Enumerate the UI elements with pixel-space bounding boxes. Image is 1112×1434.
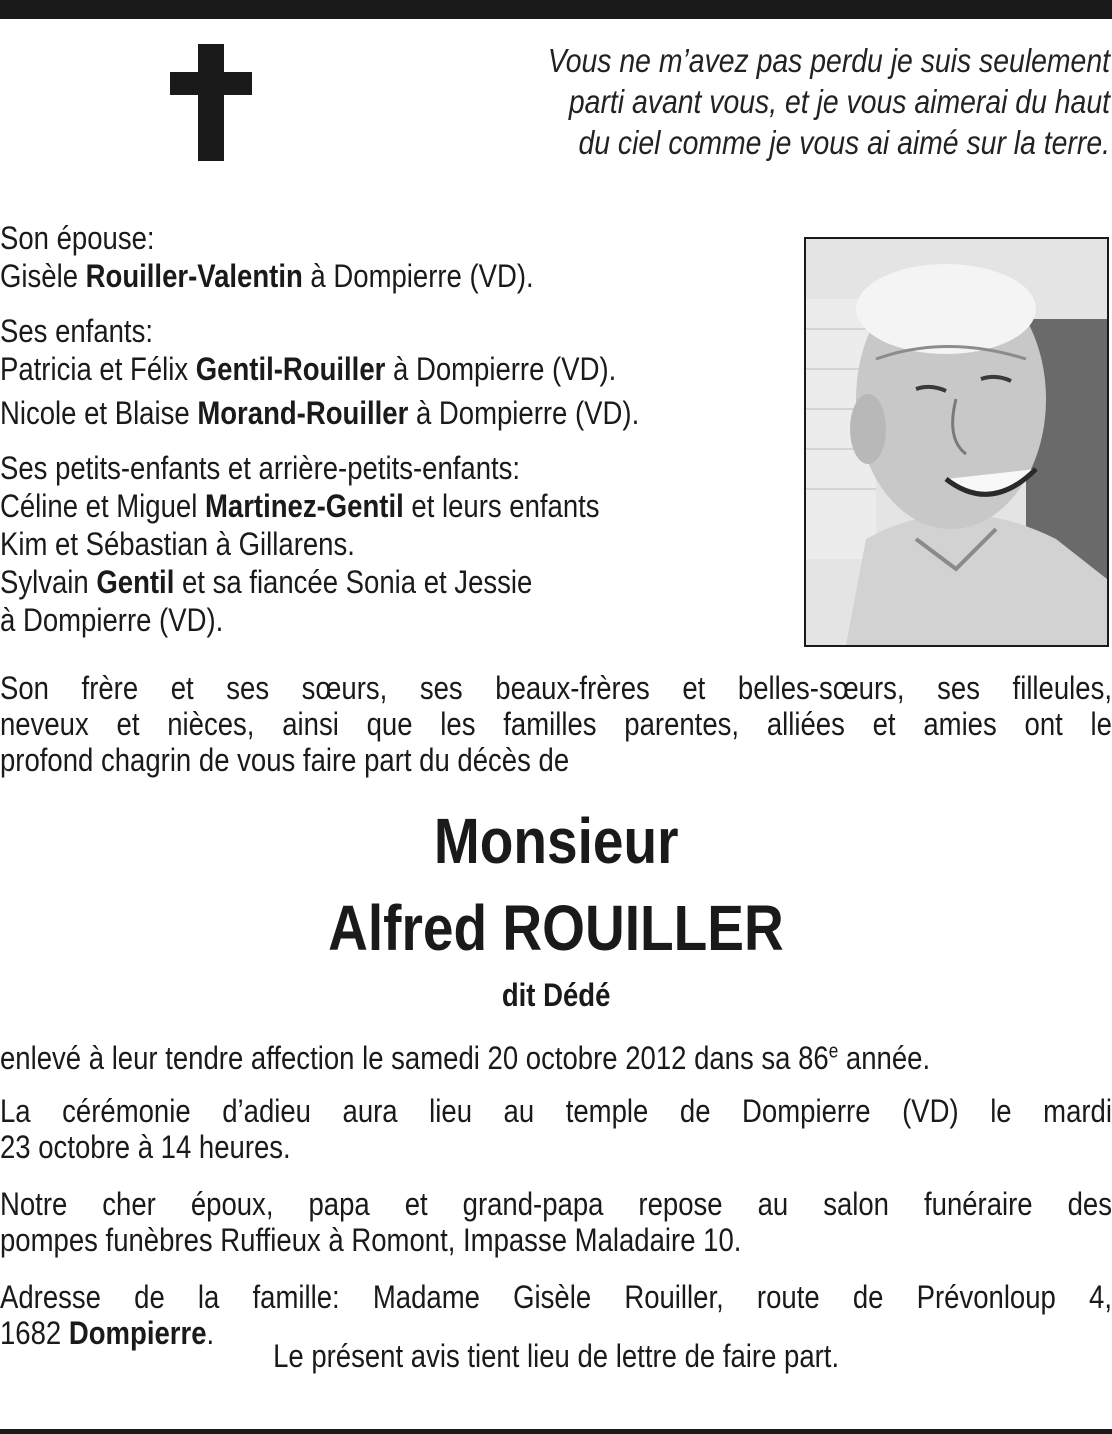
child-surname: Gentil-Rouiller <box>195 351 386 387</box>
deceased-nickname <box>0 976 1112 1014</box>
superscript: e <box>828 1040 839 1063</box>
text: Céline et Miguel <box>0 488 205 524</box>
deceased-name <box>0 893 1112 963</box>
child-line <box>0 350 639 388</box>
grandchild-surname: Gentil <box>96 564 175 600</box>
grandchild-line <box>0 563 600 601</box>
portrait-photo <box>804 237 1109 647</box>
quote-line: du ciel comme je vous ai aimé sur la terre. <box>578 124 1110 161</box>
closing-note <box>0 1336 1112 1376</box>
address-line: Adresse de la famille: Madame Gisèle Rouiller, route de Prévonloup 4, <box>0 1279 1112 1315</box>
text: Monsieur <box>433 805 679 877</box>
text: 1682 <box>0 1315 69 1351</box>
text: Le présent avis tient lieu de lettre de faire part. <box>272 1338 840 1374</box>
top-rule <box>0 0 1112 19</box>
family-section <box>0 219 621 295</box>
text: Gisèle <box>0 258 86 294</box>
death-paragraph <box>0 1040 1112 1076</box>
announcement-paragraph <box>0 670 1112 778</box>
spouse-label: Son épouse: <box>0 220 155 256</box>
text: à Dompierre (VD). <box>385 351 617 387</box>
child-line <box>0 394 639 432</box>
text: Patricia et Félix <box>0 351 196 387</box>
children-section <box>0 312 743 432</box>
text: à Dompierre (VD). <box>302 258 534 294</box>
ceremony-line: La cérémonie d’adieu aura lieu au temple de Dompierre (VD) le mardi <box>0 1093 1112 1129</box>
rest-paragraph <box>0 1186 1112 1258</box>
grandchildren-label: Ses petits-enfants et arrière-petits-enfants: <box>0 450 521 486</box>
quote-line: Vous ne m’avez pas perdu je suis seulement <box>547 42 1110 79</box>
announcement-line: Son frère et ses sœurs, ses beaux-frères et belles-sœurs, ses filleules, <box>0 670 1112 706</box>
text: . <box>206 1315 215 1351</box>
deceased-title <box>0 806 1112 876</box>
death-line <box>0 1040 1112 1076</box>
ceremony-line: 23 octobre à 14 heures. <box>0 1129 291 1165</box>
announcement-line: profond chagrin de vous faire part du décès de <box>0 742 570 778</box>
portrait-image <box>806 239 1107 645</box>
rest-line: Notre cher époux, papa et grand-papa repose au salon funéraire des <box>0 1186 1112 1222</box>
spouse-line <box>0 257 534 295</box>
address-town: Dompierre <box>68 1315 207 1351</box>
text: et sa fiancée Sonia et Jessie <box>174 564 533 600</box>
bottom-rule <box>0 1429 1112 1434</box>
quote-line: parti avant vous, et je vous aimerai du haut <box>568 83 1110 120</box>
text: à Dompierre (VD). <box>408 395 640 431</box>
spouse-surname: Rouiller-Valentin <box>85 258 303 294</box>
children-label: Ses enfants: <box>0 313 153 349</box>
child-surname: Morand-Rouiller <box>197 395 409 431</box>
announcement-line: neveux et nièces, ainsi que les familles parentes, alliées et amies ont le <box>0 706 1112 742</box>
text: Alfred ROUILLER <box>328 892 784 964</box>
grandchild-surname: Martinez-Gentil <box>204 488 404 524</box>
ceremony-paragraph <box>0 1093 1112 1165</box>
grandchild-line: Kim et Sébastian à Gillarens. <box>0 526 355 562</box>
grandchild-line <box>0 487 600 525</box>
grandchildren-section <box>0 449 697 639</box>
text: dit Dédé <box>501 977 611 1013</box>
memorial-quote <box>508 40 1110 163</box>
text: enlevé à leur tendre affection le samedi 20 octobre 2012 dans sa 86 <box>0 1040 829 1076</box>
rest-line: pompes funèbres Ruffieux à Romont, Impasse Maladaire 10. <box>0 1222 742 1258</box>
text: Sylvain <box>0 564 97 600</box>
text: année. <box>838 1040 931 1076</box>
grandchild-line: à Dompierre (VD). <box>0 602 224 638</box>
text: Nicole et Blaise <box>0 395 198 431</box>
text: et leurs enfants <box>403 488 600 524</box>
cross-icon <box>170 44 252 161</box>
